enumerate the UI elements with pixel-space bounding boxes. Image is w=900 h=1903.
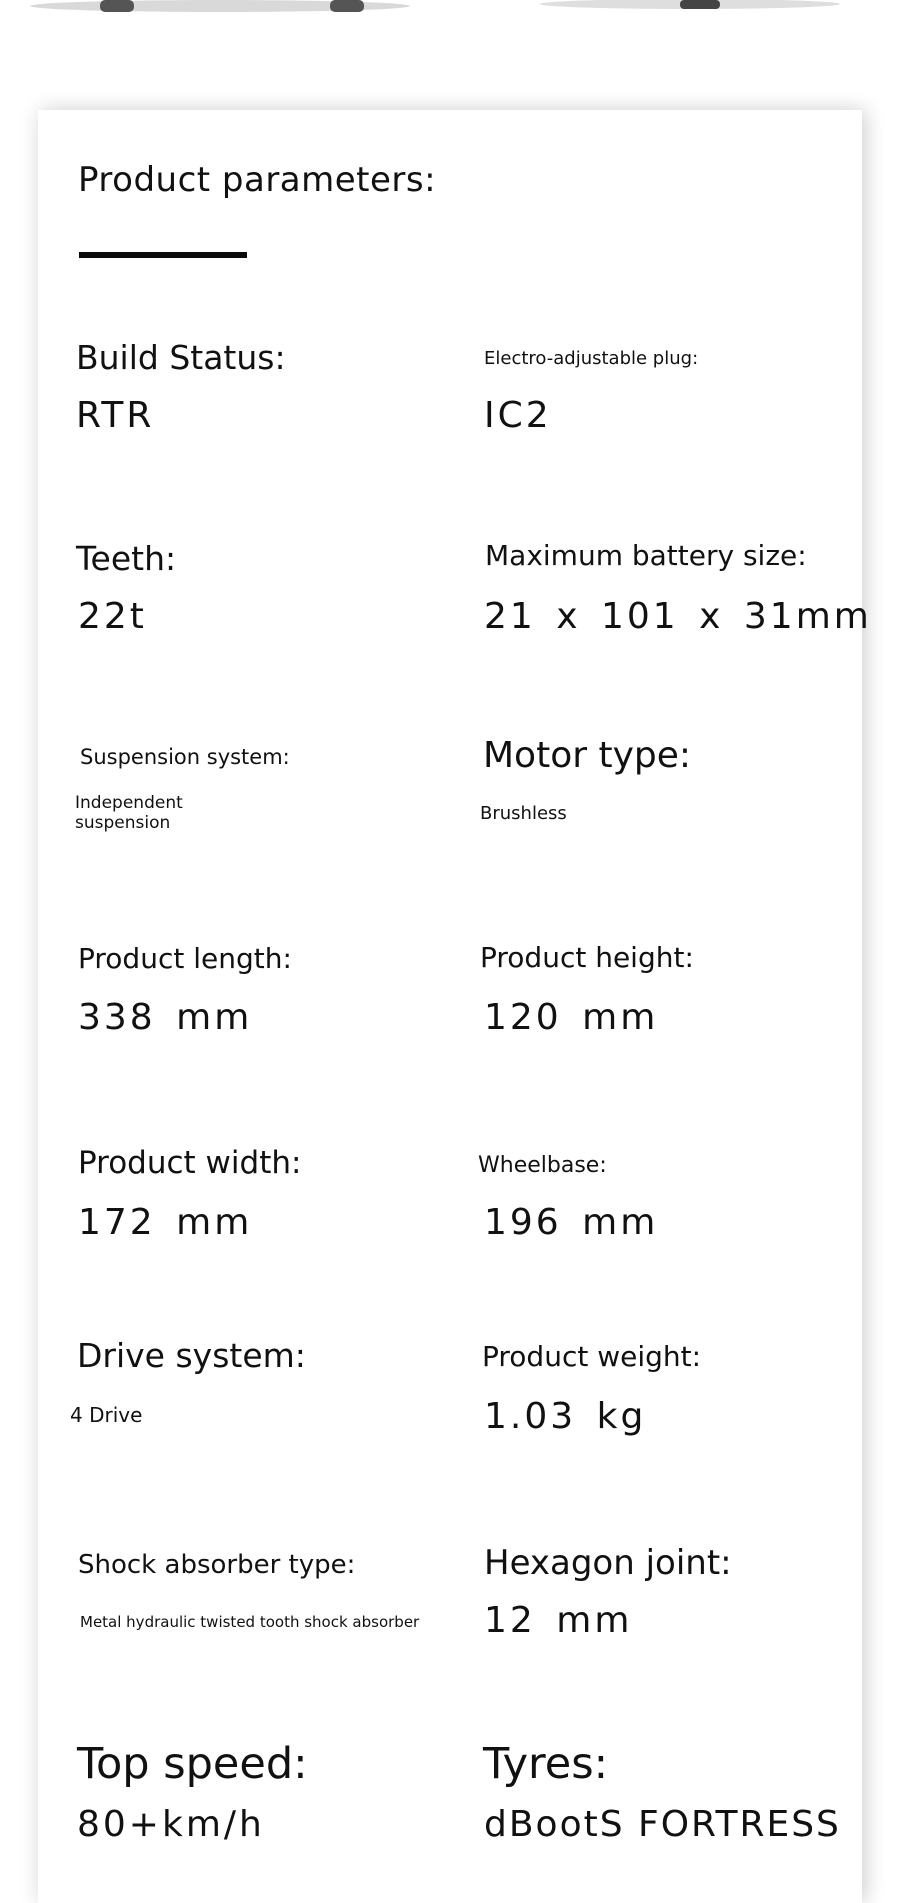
product-photo-strip bbox=[0, 0, 900, 40]
param-label-tyres: Tyres: bbox=[483, 1739, 609, 1789]
param-value-build-status: RTR bbox=[76, 395, 155, 436]
param-value-length: 338 mm bbox=[78, 997, 253, 1038]
param-value-height: 120 mm bbox=[484, 997, 659, 1038]
car-wheel-left-rear bbox=[330, 0, 364, 12]
param-label-hexagon-joint: Hexagon joint: bbox=[484, 1543, 732, 1583]
section-heading: Product parameters: bbox=[78, 160, 437, 200]
param-label-motor-type: Motor type: bbox=[483, 735, 692, 776]
param-label-height: Product height: bbox=[480, 941, 694, 974]
param-label-top-speed: Top speed: bbox=[77, 1739, 308, 1789]
param-value-motor-type: Brushless bbox=[480, 803, 567, 824]
param-label-build-status: Build Status: bbox=[76, 338, 286, 377]
param-label-drive-system: Drive system: bbox=[77, 1336, 306, 1375]
heading-underline bbox=[79, 252, 247, 258]
param-label-shock-absorber: Shock absorber type: bbox=[78, 1550, 356, 1580]
param-value-drive-system: 4 Drive bbox=[70, 1403, 143, 1427]
param-value-hexagon-joint: 12 mm bbox=[484, 1600, 633, 1641]
param-value-top-speed: 80+km/h bbox=[77, 1804, 265, 1845]
param-value-tyres: dBootS FORTRESS bbox=[484, 1804, 841, 1845]
param-value-teeth: 22t bbox=[78, 596, 147, 637]
param-value-wheelbase: 196 mm bbox=[484, 1202, 659, 1243]
param-label-teeth: Teeth: bbox=[76, 539, 177, 578]
param-label-length: Product length: bbox=[78, 942, 292, 975]
param-value-battery-size: 21 x 101 x 31mm bbox=[484, 596, 872, 637]
param-label-weight: Product weight: bbox=[482, 1340, 702, 1373]
param-value-shock-absorber: Metal hydraulic twisted tooth shock absorber bbox=[80, 1613, 420, 1631]
param-value-plug: IC2 bbox=[484, 395, 552, 436]
param-value-suspension: Independent suspension bbox=[75, 793, 183, 833]
param-label-plug: Electro-adjustable plug: bbox=[484, 348, 699, 369]
car-wheel-right bbox=[680, 0, 720, 9]
param-label-width: Product width: bbox=[78, 1145, 302, 1181]
param-label-wheelbase: Wheelbase: bbox=[478, 1153, 607, 1178]
param-value-weight: 1.03 kg bbox=[484, 1396, 647, 1437]
param-value-width: 172 mm bbox=[78, 1202, 253, 1243]
car-wheel-left-front bbox=[100, 0, 134, 12]
param-label-suspension: Suspension system: bbox=[80, 745, 290, 769]
param-label-battery-size: Maximum battery size: bbox=[485, 539, 807, 572]
